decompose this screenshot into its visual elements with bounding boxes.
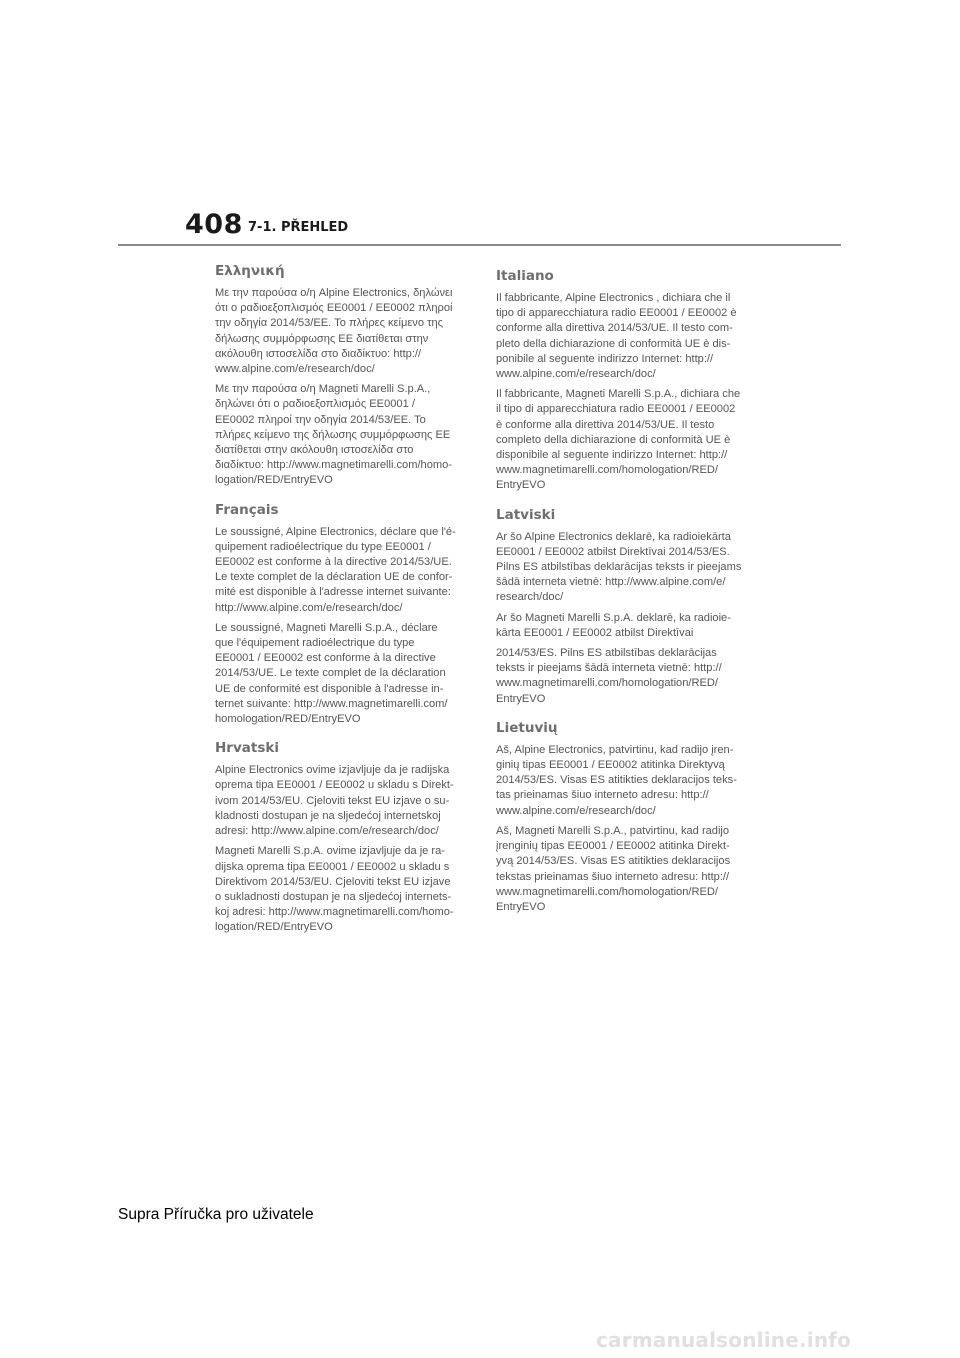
section-heading: Lietuvių	[496, 719, 558, 736]
paragraph: Magneti Marelli S.p.A. ovime izjavljuje da je ra- dijska oprema tipa EE0001 / EE0002 u skladu s Direktivom 2014/53/EU. Cjeloviti tekst EU izjave o sukladnosti dostupan je na sljedećoj internets- koj adresi: http://www.magnetimarelli.com/homo- logation/RED/EntryEVO	[215, 845, 454, 934]
paragraph: Ar šo Magneti Marelli S.p.A. deklarē, ka radioie- kārta EE0001 / EE0002 atbilst Direktīvai	[496, 611, 731, 639]
section-heading: Français	[215, 501, 279, 518]
paragraph: Le soussigné, Magneti Marelli S.p.A., déclare que l'équipement radioélectrique du type EE0001 / EE0002 est conforme à la directive 2014/53/UE. Le texte complet de la déclaration UE de conformité est disponible à l'adresse in- ternet suivante: http://www.magnetimarelli.com/ homologation/RED/EntryEVO	[215, 621, 448, 726]
watermark: carmanualsonline.info	[596, 1328, 852, 1352]
paragraph: Με την παρούσα ο/η Magneti Marelli S.p.A., δηλώνει ότι ο ραδιοεξοπλισμός EE0001 / EE0002 πληροί την οδηγία 2014/53/ΕΕ. Το πλήρες κείμενο της δήλωσης συμμόρφωσης ΕΕ διατίθεται στην ακόλουθη ιστοσελίδα στο διαδίκτυο: http://www.magnetimarelli.com/homo- logation/RED/EntryEVO	[215, 383, 452, 487]
section-croatian	[215, 740, 465, 935]
left-column	[215, 263, 465, 949]
paragraph: Il fabbricante, Magneti Marelli S.p.A., dichiara che il tipo di apparecchiatura radio EE0001 / EE0002 è conforme alla direttiva 2014/53/UE. Il testo completo della dichiarazione di conformità UE è disponibile al seguente indirizzo Internet: http:// www.magnetimarelli.com/homologation/RED/ EntryEVO	[496, 388, 741, 492]
section-heading: Hrvatski	[215, 740, 279, 757]
paragraph: Le soussigné, Alpine Electronics, déclare que l'é- quipement radioélectrique du type EE0001 / EE0002 est conforme à la directive 2014/53/UE. Le texte complet de la déclaration UE de confor- mité est disponible à l'adresse internet suivante: http://www.alpine.com/e/research/doc/	[215, 525, 456, 614]
paragraph: Με την παρούσα ο/η Alpine Electronics, δηλώνει ότι ο ραδιοεξοπλισμός EE0001 / EE0002 πληροί την οδηγία 2014/53/ΕΕ. Το πλήρες κείμενο της δήλωσης συμμόρφωσης ΕΕ διατίθεται στην ακόλουθη ιστοσελίδα στο διαδίκτυο: http:// www.alpine.com/e/research/doc/	[215, 287, 453, 376]
paragraph: Ar šo Alpine Electronics deklarē, ka radioiekārta EE0001 / EE0002 atbilst Direktīvai 2014/53/ES. Pilns ES atbilstības deklarācijas teksts ir pieejams šādā interneta vietnē: http://www.alpine.com/e/ research/doc/	[496, 530, 742, 604]
section-title: 7-1. PŘEHLED	[248, 220, 349, 235]
section-lithuanian	[496, 720, 746, 915]
section-french	[215, 502, 465, 728]
section-heading: Italiano	[496, 268, 554, 284]
paragraph: 2014/53/ES. Pilns ES atbilstības deklarācijas teksts ir pieejams šādā interneta vietnē: http:// www.magnetimarelli.com/homologation/RED/ EntryEVO	[496, 647, 722, 705]
section-greek	[215, 263, 465, 489]
footer-manual-title: Supra Příručka pro uživatele	[118, 1206, 314, 1223]
section-heading: Ελληνική	[215, 263, 285, 279]
section-heading: Latviski	[496, 506, 556, 523]
section-latvian	[496, 507, 746, 707]
header-rule	[118, 244, 841, 246]
paragraph: Alpine Electronics ovime izjavljuje da je radijska oprema tipa EE0001 / EE0002 u skladu s Direkt- ivom 2014/53/EU. Cjeloviti tekst EU izjave o su- kladnosti dostupan je na sljedećoj internetskoj adresi: http://www.alpine.com/e/research/doc/	[215, 764, 454, 838]
page-number: 408	[185, 209, 243, 240]
paragraph: Aš, Alpine Electronics, patvirtinu, kad radijo įren- ginių tipas EE0001 / EE0002 atitinka Direktyvą 2014/53/ES. Visas ES atitikties deklaracijos teks- tas prieinamas šiuo interneto adresu: http:// www.alpine.com/e/research/doc/	[496, 743, 737, 817]
paragraph: Il fabbricante, Alpine Electronics , dichiara che il tipo di apparecchiatura radio EE0001 / EE0002 è conforme alla direttiva 2014/53/UE. Il testo com- pleto della dichiarazione di conformità UE è dis- ponibile al seguente indirizzo Internet: http:// www.alpine.com/e/research/doc/	[496, 292, 737, 381]
section-italian	[496, 268, 746, 494]
right-column	[496, 268, 746, 928]
paragraph: Aš, Magneti Marelli S.p.A., patvirtinu, kad radijo įrenginių tipas EE0001 / EE0002 atitinka Direkt- yvą 2014/53/ES. Visas ES atitikties deklaracijos tekstas prieinamas šiuo interneto adresu: http:// www.magnetimarelli.com/homologation/RED/ EntryEVO	[496, 824, 731, 913]
